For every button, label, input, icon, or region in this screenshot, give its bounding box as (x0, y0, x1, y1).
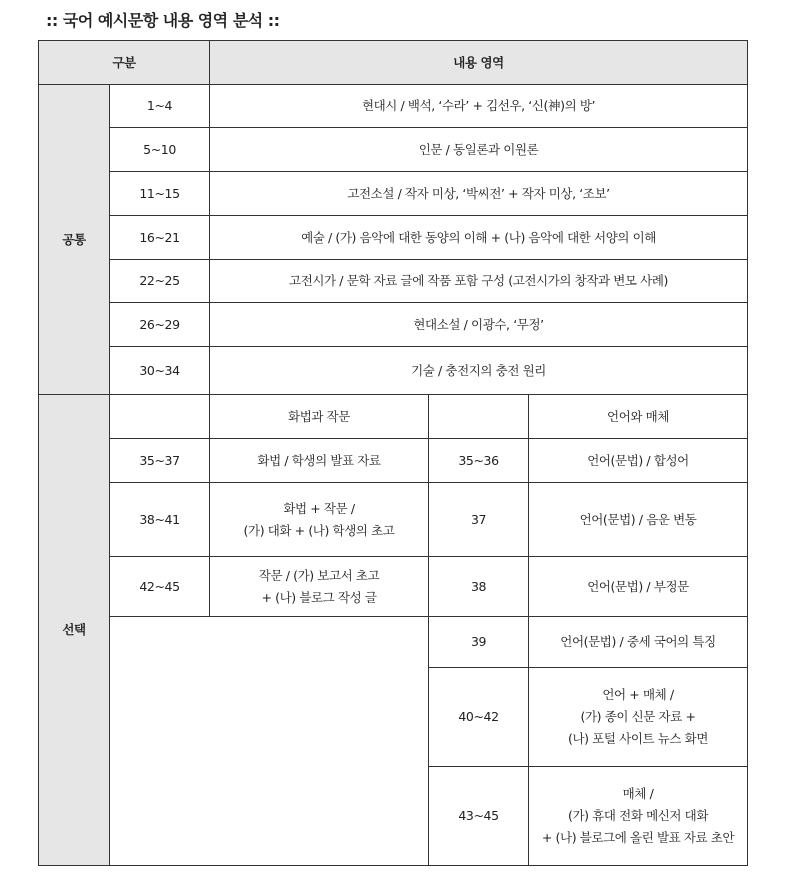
content-cell: 작문 / (가) 보고서 초고 + (나) 블로그 작성 글 (210, 557, 429, 617)
table-row (39, 439, 748, 483)
content-cell: 현대시 / 백석, ‘수라’ + 김선우, ‘신(神)의 방’ (210, 85, 748, 128)
page-title: :: 국어 예시문항 내용 영역 분석 :: (46, 11, 280, 30)
content-cell: 매체 / (가) 휴대 전화 메신저 대화 + (나) 블로그에 올린 발표 자료 초안 (529, 767, 748, 866)
question-range: 26~29 (110, 303, 210, 347)
subheader-speech-writing: 화법과 작문 (210, 395, 429, 439)
content-cell: 예술 / (가) 음악에 대한 동양의 이해 + (나) 음악에 대한 서양의 이해 (210, 216, 748, 260)
content-cell: 언어 + 매체 / (가) 종이 신문 자료 + (나) 포털 사이트 뉴스 화면 (529, 668, 748, 767)
table-row (39, 303, 748, 347)
content-area-table (38, 40, 748, 866)
content-cell: 언어(문법) / 부정문 (529, 557, 748, 617)
table-row (39, 557, 748, 617)
content-cell: 언어(문법) / 중세 국어의 특징 (529, 617, 748, 668)
empty-block (110, 617, 429, 866)
content-cell: 현대소설 / 이광수, ‘무정’ (210, 303, 748, 347)
question-range: 1~4 (110, 85, 210, 128)
content-cell: 고전소설 / 작자 미상, ‘박씨전’ + 작자 미상, ‘조보’ (210, 172, 748, 216)
table-row (39, 216, 748, 260)
group-label-common: 공통 (39, 85, 110, 395)
question-range: 5~10 (110, 128, 210, 172)
question-range: 39 (429, 617, 529, 668)
content-cell: 화법 / 학생의 발표 자료 (210, 439, 429, 483)
question-range: 43~45 (429, 767, 529, 866)
content-cell: 인문 / 동일론과 이원론 (210, 128, 748, 172)
question-range: 16~21 (110, 216, 210, 260)
question-range: 37 (429, 483, 529, 557)
question-range: 38~41 (110, 483, 210, 557)
question-range: 30~34 (110, 347, 210, 395)
subheader-language-media: 언어와 매체 (529, 395, 748, 439)
question-range: 40~42 (429, 668, 529, 767)
table-row (39, 172, 748, 216)
header-category: 구분 (39, 41, 210, 85)
content-cell: 화법 + 작문 / (가) 대화 + (나) 학생의 초고 (210, 483, 429, 557)
empty-cell (110, 395, 210, 439)
question-range: 35~36 (429, 439, 529, 483)
table-row (39, 617, 748, 668)
table-row (39, 347, 748, 395)
table-row (39, 260, 748, 303)
table-row (39, 128, 748, 172)
table-row (39, 483, 748, 557)
table-row (39, 85, 748, 128)
question-range: 22~25 (110, 260, 210, 303)
header-content: 내용 영역 (210, 41, 748, 85)
question-range: 35~37 (110, 439, 210, 483)
table-header-row (39, 41, 748, 85)
content-cell: 기술 / 충전지의 충전 원리 (210, 347, 748, 395)
content-cell: 고전시가 / 문학 자료 글에 작품 포함 구성 (고전시가의 창작과 변모 사례) (210, 260, 748, 303)
question-range: 38 (429, 557, 529, 617)
question-range: 11~15 (110, 172, 210, 216)
empty-cell (429, 395, 529, 439)
question-range: 42~45 (110, 557, 210, 617)
content-cell: 언어(문법) / 음운 변동 (529, 483, 748, 557)
elective-subheader-row (39, 395, 748, 439)
content-cell: 언어(문법) / 합성어 (529, 439, 748, 483)
group-label-elective: 선택 (39, 395, 110, 866)
